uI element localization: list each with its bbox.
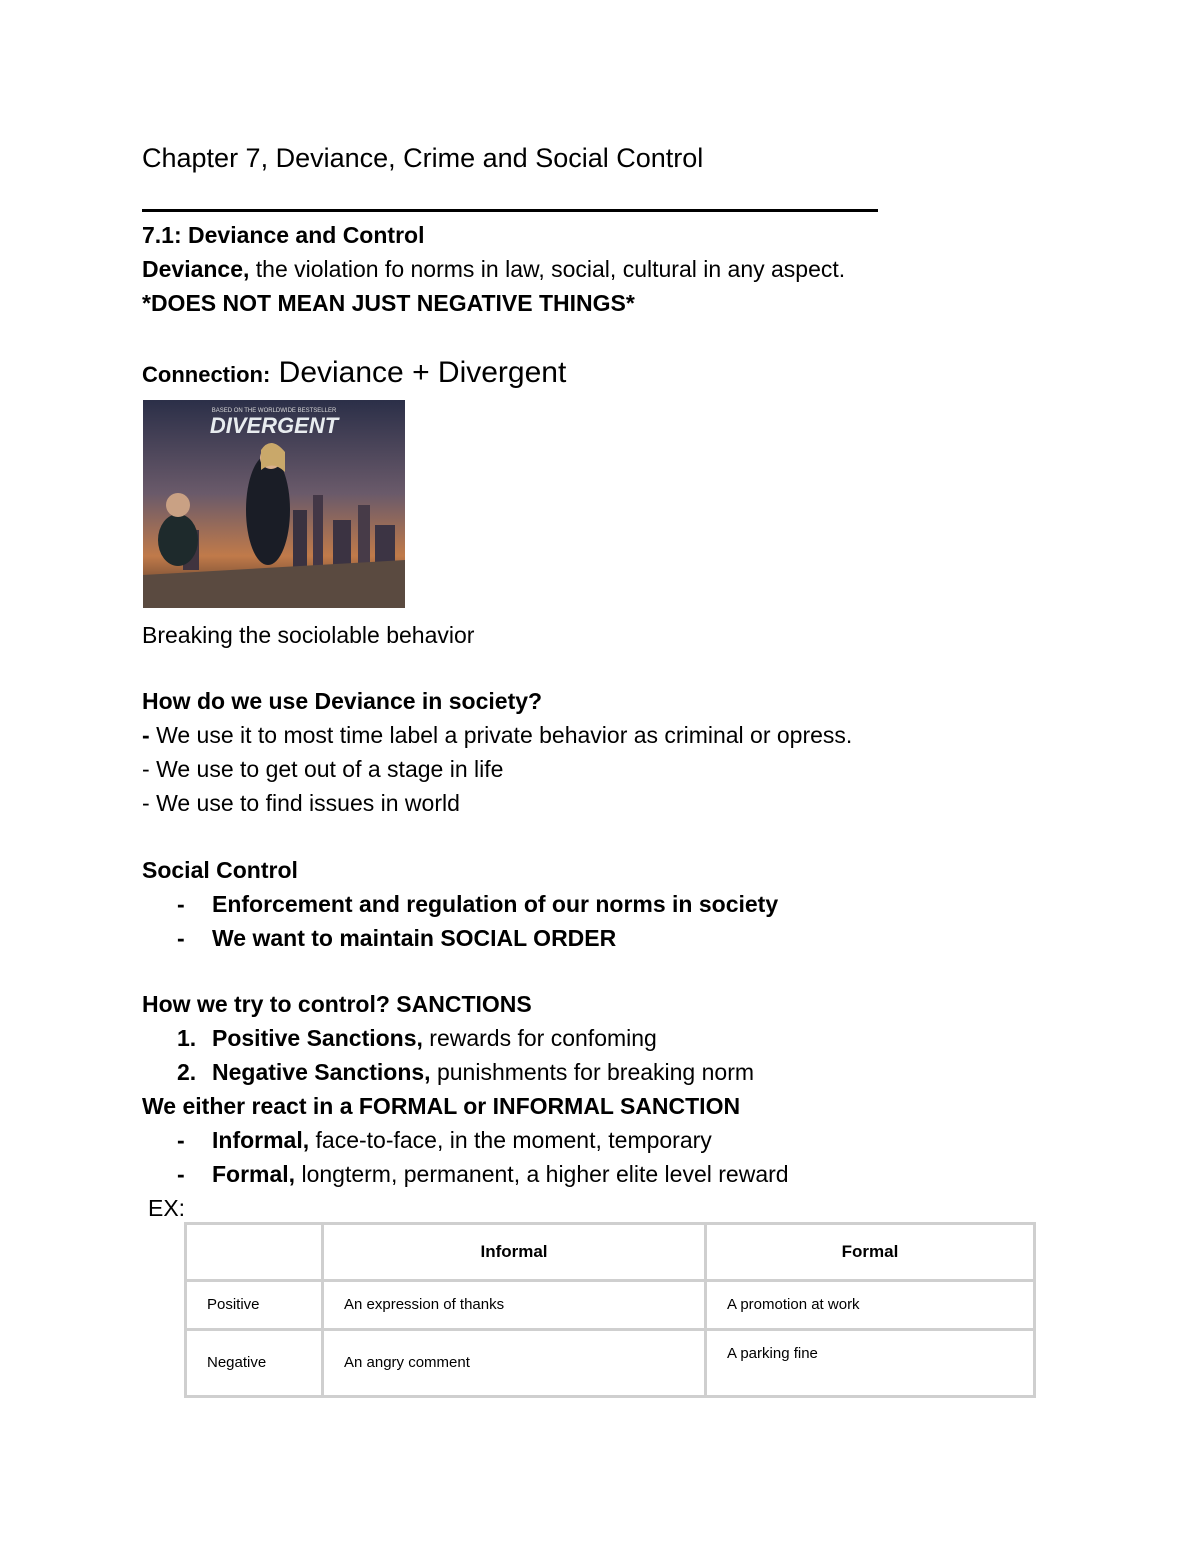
- social-control-item: - Enforcement and regulation of our norms in society: [177, 891, 779, 917]
- usage-item: - We use to get out of a stage in life: [142, 756, 504, 782]
- table-cell: An angry comment: [324, 1331, 704, 1395]
- table-header-cell: Informal: [324, 1225, 704, 1279]
- page-title: Chapter 7, Deviance, Crime and Social Control: [142, 143, 704, 173]
- table-cell: A promotion at work: [707, 1282, 1033, 1327]
- sanction-item: 2. Negative Sanctions, punishments for breaking norm: [177, 1059, 755, 1085]
- sanctions-heading: How we try to control? SANCTIONS: [142, 991, 532, 1017]
- usage-question: How do we use Deviance in society?: [142, 688, 543, 714]
- poster-caption: Breaking the sociolable behavior: [142, 622, 475, 648]
- table-cell: Negative: [187, 1331, 321, 1395]
- sanction-type: - Informal, face-to-face, in the moment, temporary: [177, 1127, 712, 1153]
- example-label: EX:: [148, 1195, 186, 1221]
- poster-title-area: [210, 408, 340, 438]
- deviance-term: Deviance,: [142, 256, 250, 282]
- table-header-cell: [187, 1225, 321, 1279]
- table-cell: An expression of thanks: [324, 1282, 704, 1327]
- sanction-type: - Formal, longterm, permanent, a higher elite level reward: [177, 1161, 789, 1187]
- table-row: [187, 1331, 1033, 1395]
- social-control-item: - We want to maintain SOCIAL ORDER: [177, 925, 617, 951]
- sanctions-table: [184, 1222, 1036, 1398]
- divergent-poster: [143, 400, 405, 608]
- usage-item: - We use it to most time label a private behavior as criminal or opress.: [142, 722, 853, 748]
- connection-text: Deviance + Divergent: [270, 356, 567, 389]
- table-cell: A parking fine: [707, 1331, 1033, 1395]
- table-cell: Positive: [187, 1282, 321, 1327]
- sanctions-react: We either react in a FORMAL or INFORMAL SANCTION: [142, 1093, 741, 1119]
- poster-image: [143, 400, 405, 608]
- connection-label: Connection:: [142, 362, 271, 387]
- table-header-row: [187, 1225, 1033, 1279]
- table-header-cell: Formal: [707, 1225, 1033, 1279]
- usage-item: - We use to find issues in world: [142, 790, 460, 816]
- deviance-note: *DOES NOT MEAN JUST NEGATIVE THINGS*: [142, 290, 635, 316]
- deviance-definition: [142, 256, 845, 283]
- section-heading: 7.1: Deviance and Control: [142, 222, 425, 248]
- title-rule: [142, 209, 878, 212]
- poster-tagline: BASED ON THE WORLDWIDE BESTSELLER: [211, 408, 337, 414]
- social-control-heading: Social Control: [142, 857, 298, 883]
- deviance-def: the violation fo norms in law, social, cultural in any aspect.: [249, 256, 846, 282]
- sanction-item: 1. Positive Sanctions, rewards for confoming: [177, 1025, 657, 1051]
- table-row: [187, 1282, 1033, 1327]
- connection-line: [142, 356, 566, 390]
- poster-title: DIVERGENT: [209, 413, 339, 438]
